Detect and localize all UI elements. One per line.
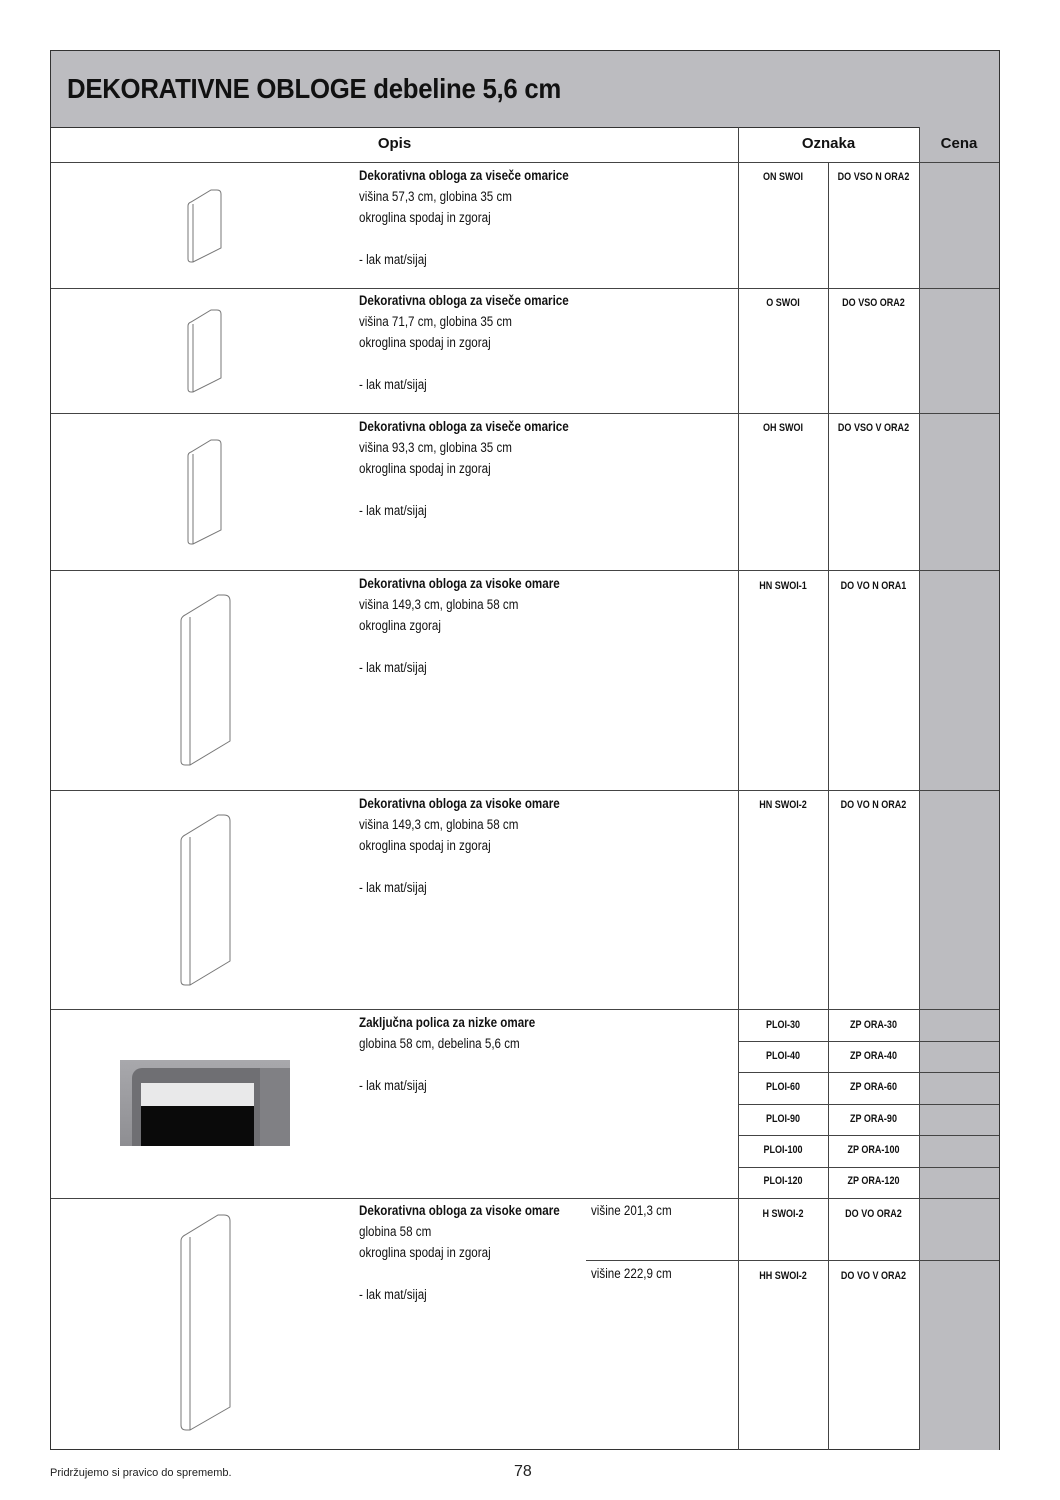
code-2: ZP ORA-100 bbox=[847, 1144, 900, 1156]
divider bbox=[738, 127, 739, 1450]
code-2: DO VSO N ORA2 bbox=[837, 171, 910, 183]
row-title: Dekorativna obloga za visoke omare bbox=[359, 576, 560, 591]
row-line: - lak mat/sijaj bbox=[359, 880, 427, 895]
row-title: Dekorativna obloga za visoke omare bbox=[359, 796, 560, 811]
divider bbox=[51, 413, 999, 414]
shelf-photo-side bbox=[260, 1068, 290, 1146]
footer-note: Pridržujemo si pravico do sprememb. bbox=[50, 1467, 232, 1479]
code-2: ZP ORA-40 bbox=[850, 1050, 897, 1062]
shelf-photo-dark bbox=[141, 1106, 254, 1146]
code-1: HN SWOI-2 bbox=[759, 799, 807, 811]
row-line: globina 58 cm bbox=[359, 1224, 432, 1239]
row-description bbox=[359, 165, 569, 270]
row-line: okroglina spodaj in zgoraj bbox=[359, 461, 491, 476]
row-line bbox=[359, 479, 569, 500]
code-2: ZP ORA-30 bbox=[850, 1019, 897, 1031]
row-line: višina 71,7 cm, globina 35 cm bbox=[359, 314, 512, 329]
row-line: višina 149,3 cm, globina 58 cm bbox=[359, 817, 519, 832]
row-title: Zaključna polica za nizke omare bbox=[359, 1015, 536, 1030]
divider bbox=[738, 1041, 999, 1042]
row-line: - lak mat/sijaj bbox=[359, 503, 427, 518]
code-1: PLOI-40 bbox=[765, 1050, 801, 1062]
row-line: okroglina spodaj in zgoraj bbox=[359, 335, 491, 350]
code-1: PLOI-60 bbox=[765, 1081, 801, 1093]
row-description bbox=[359, 1200, 560, 1305]
row-line: - lak mat/sijaj bbox=[359, 1078, 427, 1093]
row-title: Dekorativna obloga za visoke omare bbox=[359, 1203, 560, 1218]
code-1: PLOI-120 bbox=[763, 1175, 803, 1187]
row-line bbox=[359, 228, 569, 249]
row-description bbox=[359, 1012, 535, 1096]
code-1: O SWOI bbox=[766, 297, 800, 309]
row-description bbox=[359, 573, 560, 678]
page-title: DEKORATIVNE OBLOGE debeline 5,6 cm bbox=[67, 73, 561, 104]
row-line: okroglina spodaj in zgoraj bbox=[359, 1245, 491, 1260]
column-header-oznaka: Oznaka bbox=[801, 135, 856, 152]
code-2: ZP ORA-60 bbox=[850, 1081, 897, 1093]
code-1: OH SWOI bbox=[762, 422, 804, 434]
code-2: DO VO ORA2 bbox=[845, 1208, 902, 1220]
row-line bbox=[359, 856, 560, 877]
divider bbox=[738, 1135, 999, 1136]
price-table bbox=[50, 50, 1000, 1450]
tall-panel-icon bbox=[176, 1211, 236, 1436]
wall-panel-medium-icon bbox=[181, 306, 231, 396]
row-title: Dekorativna obloga za viseče omarice bbox=[359, 293, 569, 308]
divider bbox=[51, 570, 999, 571]
row-line: okroglina spodaj in zgoraj bbox=[359, 210, 491, 225]
row-line: višina 93,3 cm, globina 35 cm bbox=[359, 440, 512, 455]
row-description bbox=[359, 416, 569, 521]
row-line bbox=[359, 636, 560, 657]
divider bbox=[738, 1167, 999, 1168]
row-line: okroglina spodaj in zgoraj bbox=[359, 838, 491, 853]
row-line bbox=[359, 1054, 535, 1075]
divider bbox=[919, 127, 920, 1450]
column-header-opis: Opis bbox=[377, 135, 412, 152]
code-2: DO VSO V ORA2 bbox=[837, 422, 910, 434]
divider bbox=[51, 288, 999, 289]
divider bbox=[828, 162, 829, 1450]
wall-panel-small-icon bbox=[181, 186, 231, 266]
divider bbox=[586, 1260, 999, 1261]
code-1: ON SWOI bbox=[762, 171, 804, 183]
shelf-photo bbox=[120, 1060, 290, 1146]
code-1: PLOI-90 bbox=[765, 1113, 801, 1125]
row-description bbox=[359, 793, 560, 898]
row-line: okroglina zgoraj bbox=[359, 618, 441, 633]
divider bbox=[51, 1198, 999, 1199]
row-line: - lak mat/sijaj bbox=[359, 252, 427, 267]
column-header-cena: Cena bbox=[919, 127, 999, 162]
row-line bbox=[359, 353, 569, 374]
variant-label: višine 222,9 cm bbox=[591, 1266, 672, 1281]
code-1: H SWOI-2 bbox=[762, 1208, 804, 1220]
row-line: - lak mat/sijaj bbox=[359, 377, 427, 392]
tall-panel-icon bbox=[176, 811, 236, 991]
title-bar bbox=[51, 51, 999, 128]
row-line: višina 149,3 cm, globina 58 cm bbox=[359, 597, 519, 612]
code-1: PLOI-30 bbox=[765, 1019, 801, 1031]
tall-panel-icon bbox=[176, 591, 236, 771]
row-line: višina 57,3 cm, globina 35 cm bbox=[359, 189, 512, 204]
code-2: ZP ORA-120 bbox=[847, 1175, 900, 1187]
page-number: 78 bbox=[514, 1463, 532, 1480]
divider bbox=[738, 1104, 999, 1105]
code-1: PLOI-100 bbox=[763, 1144, 803, 1156]
code-2: DO VO V ORA2 bbox=[840, 1270, 907, 1282]
row-title: Dekorativna obloga za viseče omarice bbox=[359, 168, 569, 183]
code-2: ZP ORA-90 bbox=[850, 1113, 897, 1125]
row-line: globina 58 cm, debelina 5,6 cm bbox=[359, 1036, 520, 1051]
variant-label: višine 201,3 cm bbox=[591, 1203, 672, 1218]
shelf-photo-highlight bbox=[141, 1083, 254, 1106]
code-2: DO VO N ORA1 bbox=[840, 580, 907, 592]
wall-panel-tall-icon bbox=[181, 436, 231, 548]
code-2: DO VO N ORA2 bbox=[840, 799, 907, 811]
cena-column-bg bbox=[919, 162, 999, 1450]
row-line: - lak mat/sijaj bbox=[359, 660, 427, 675]
divider bbox=[51, 790, 999, 791]
row-line: - lak mat/sijaj bbox=[359, 1287, 427, 1302]
row-title: Dekorativna obloga za viseče omarice bbox=[359, 419, 569, 434]
code-1: HN SWOI-1 bbox=[759, 580, 807, 592]
code-1: HH SWOI-2 bbox=[759, 1270, 807, 1282]
row-line bbox=[359, 1263, 560, 1284]
code-2: DO VSO ORA2 bbox=[842, 297, 905, 309]
row-description bbox=[359, 290, 569, 395]
divider bbox=[51, 1009, 999, 1010]
divider bbox=[51, 162, 999, 163]
divider bbox=[738, 1072, 999, 1073]
